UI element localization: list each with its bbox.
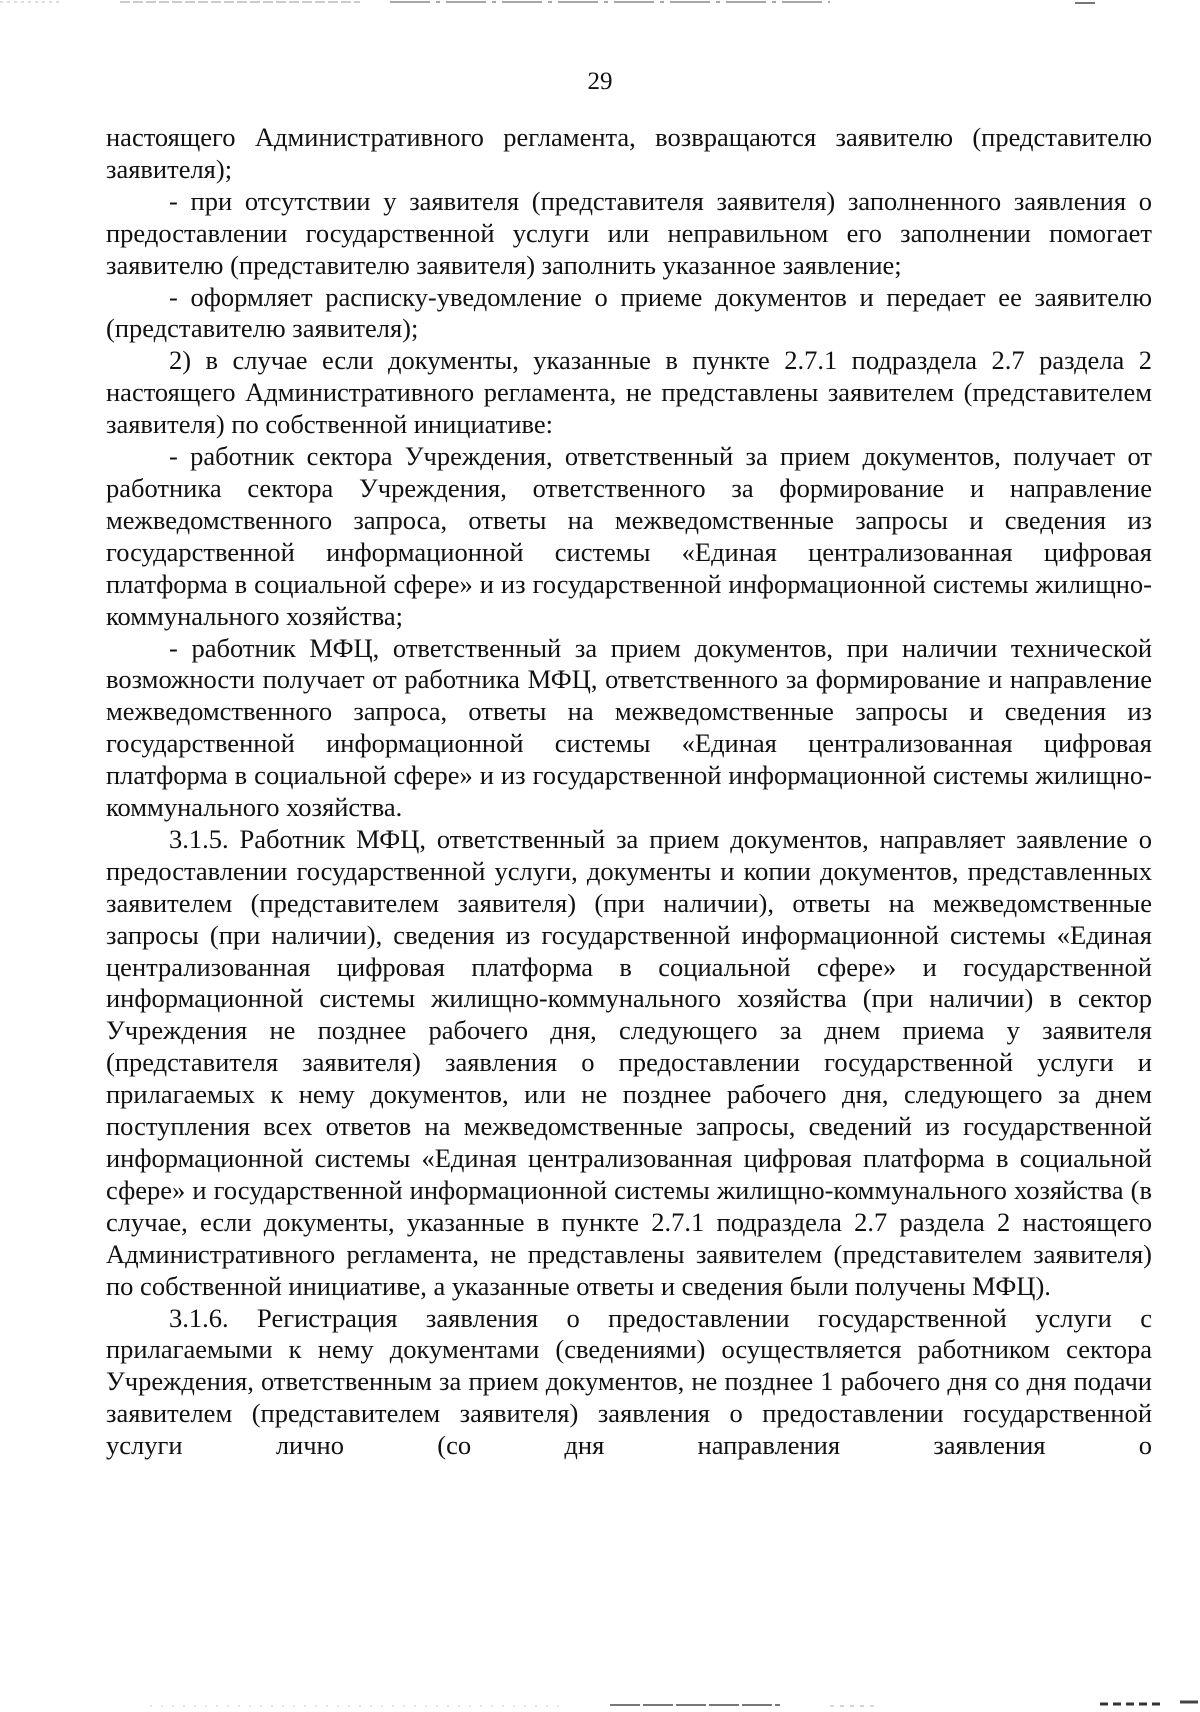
page-number: 29 — [587, 68, 613, 95]
scan-artifact-bottom — [0, 1698, 1200, 1712]
document-body — [106, 122, 1152, 1462]
paragraph: настоящего Административного регламента, возвращаются заявителю (представителю заявителя); — [106, 122, 1152, 184]
paragraph: - работник сектора Учреждения, ответственный за прием документов, получает от работника сектора Учреждения, ответственного за формирование и направление межведомственного запроса, ответы на межведомственные запросы и сведения из государственной информационной системы «Единая централизованная цифровая платформа в социальной сфере» и из государственной информационной системы жилищно-коммунального хозяйства; — [106, 441, 1152, 631]
paragraph: 3.1.5. Работник МФЦ, ответственный за прием документов, направляет заявление о предоставлении государственной услуги, документы и копии документов, представленных заявителем (представителем заявителя) (при наличии), ответы на межведомственные запросы (при наличии), сведения из государственной информационной системы «Единая централизованная цифровая платформа в социальной сфере» и государственной информационной системы жилищно-коммунального хозяйства (при наличии) в сектор Учреждения не позднее рабочего дня, следующего за днем приема у заявителя (представителя заявителя) заявления о предоставлении государственной услуги и прилагаемых к нему документов, или не позднее рабочего дня, следующего за днем поступления всех ответов на межведомственные запросы, сведений из государственной информационной системы «Единая централизованная цифровая платформа в социальной сфере» и государственной информационной системы жилищно-коммунального хозяйства (в случае, если документы, указанные в пункте 2.7.1 подраздела 2.7 раздела 2 настоящего Административного регламента, не представлены заявителем (представителем заявителя) по собственной инициативе, а указанные ответы и сведения были получены МФЦ). — [106, 823, 1152, 1301]
scan-artifact-top — [0, 0, 1200, 8]
paragraph: 2) в случае если документы, указанные в пункте 2.7.1 подраздела 2.7 раздела 2 настоящего Административного регламента, не представлены заявителем (представителем заявителя) по собственной инициативе: — [106, 345, 1152, 440]
paragraph: - при отсутствии у заявителя (представителя заявителя) заполненного заявления о предоставлении государственной услуги или неправильном его заполнении помогает заявителю (представителю заявителя) заполнить указанное заявление; — [106, 185, 1152, 280]
paragraph: - оформляет расписку-уведомление о приеме документов и передает ее заявителю (представителю заявителя); — [106, 281, 1152, 344]
paragraph: 3.1.6. Регистрация заявления о предоставлении государственной услуги с прилагаемыми к нему документами (сведениями) осуществляется работником сектора Учреждения, ответственным за прием документов, не позднее 1 рабочего дня со дня подачи заявителем (представителем заявителя) заявления о предоставлении государственной услуги лично (со дня направления заявления о — [106, 1302, 1152, 1461]
paragraph: - работник МФЦ, ответственный за прием документов, при наличии технической возможности получает от работника МФЦ, ответственного за формирование и направление межведомственного запроса, ответы на межведомственные запросы и сведения из государственной информационной системы «Единая централизованная цифровая платформа в социальной сфере» и из государственной информационной системы жилищно-коммунального хозяйства. — [106, 632, 1152, 823]
